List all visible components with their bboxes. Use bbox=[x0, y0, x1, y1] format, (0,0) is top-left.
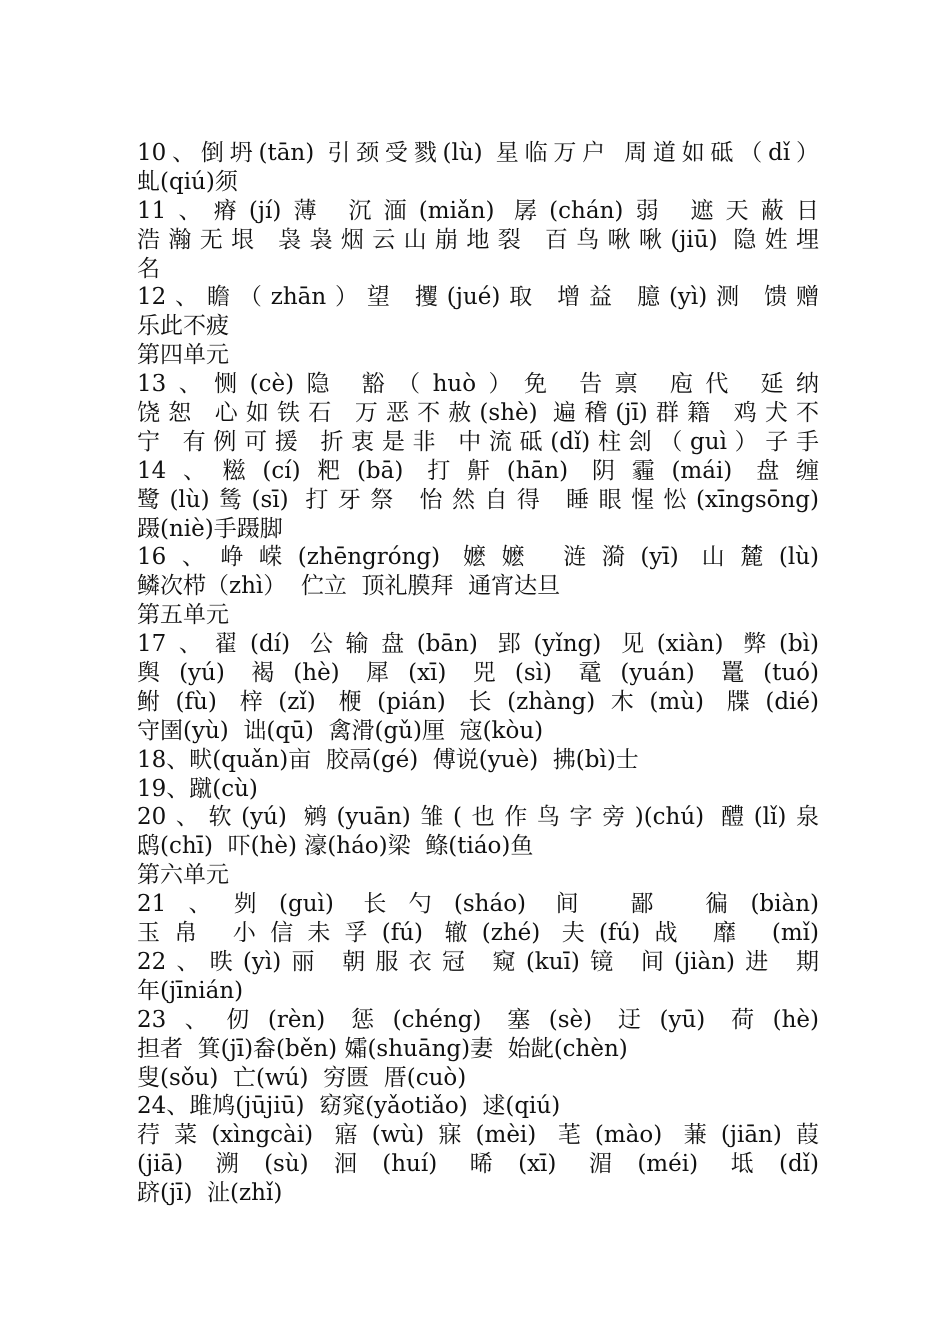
text-line: 14、糍(cí)粑(bā) 打鼾(hān) 阴霾(mái) 盘缠 bbox=[137, 457, 819, 484]
text-line: 鳞次栉（zhì） 伫立 顶礼膜拜 通宵达旦 bbox=[137, 573, 561, 600]
text-line: 舆(yú) 褐(hè) 犀(xī) 兕(sì) 鼋(yuán) 鼍(tuó) bbox=[137, 660, 819, 687]
text-line: 玉帛 小信未孚(fú) 辙(zhé) 夫(fú)战 靡 (mǐ) bbox=[137, 920, 819, 947]
section-heading: 第四单元 bbox=[137, 342, 229, 369]
text-line: 担者 箕(jī)畚(běn) 孀(shuāng)妻 始龀(chèn) bbox=[137, 1035, 628, 1062]
text-line: 年(jīnián) bbox=[137, 977, 244, 1004]
text-line: 鸱(chī) 吓(hè) 濠(háo)梁 鲦(tiáo)鱼 bbox=[137, 833, 534, 860]
text-line: 13、恻(cè)隐 豁（huò）免 告禀 庖代 延纳 bbox=[137, 371, 819, 398]
text-line: 10、倒坍(tān) 引颈受戮(lù) 星临万户 周道如砥（dǐ） bbox=[137, 140, 819, 166]
text-line: 蹑(niè)手蹑脚 bbox=[137, 515, 283, 542]
text-line: 17、翟(dí) 公输盘(bān) 郢(yǐng) 见(xiàn) 弊(bì) bbox=[137, 631, 819, 658]
text-line: (jiā) 溯(sù)洄(huí) 晞(xī) 湄(méi) 坻(dǐ) bbox=[137, 1151, 819, 1178]
text-line: 21、刿(guì) 长勺(sháo) 间 鄙 徧(biàn) bbox=[137, 891, 819, 918]
text-line: 虬(qiú)须 bbox=[137, 168, 238, 195]
text-line: 跻(jī) 沚(zhǐ) bbox=[137, 1180, 283, 1207]
text-line: 16、峥嵘(zhēngróng) 嬷嬷 涟漪(yī) 山麓(lù) bbox=[137, 544, 819, 571]
text-line: 浩瀚无垠 袅袅烟云山崩地裂 百鸟啾啾(jiū) 隐姓埋 bbox=[137, 226, 819, 253]
section-heading: 第六单元 bbox=[137, 862, 229, 889]
text-line: 24、雎鸠(jūjiū) 窈窕(yǎotiǎo) 逑(qiú) bbox=[137, 1093, 561, 1120]
text-line: 鹭(lù)鸶(sī) 打牙祭 怡然自得 睡眼惺忪(xīngsōng) bbox=[137, 486, 819, 513]
section-heading: 第五单元 bbox=[137, 602, 229, 629]
text-line: 20、软(yú) 鹓(yuān)雏(也作鸟字旁)(chú) 醴(lǐ)泉 bbox=[137, 804, 819, 831]
text-line: 鲋(fù) 梓(zǐ) 楩(pián) 长(zhàng)木(mù) 牒(dié) bbox=[137, 688, 819, 715]
text-line: 荇菜(xìngcài) 寤(wù)寐(mèi) 芼(mào) 蒹(jiān)葭 bbox=[137, 1122, 819, 1149]
text-line: 11、瘠(jí)薄 沉湎(miǎn) 孱(chán)弱 遮天蔽日 bbox=[137, 197, 819, 224]
text-line: 12、瞻（zhān）望 攫(jué)取 增益 臆(yì)测 馈赠 bbox=[137, 284, 819, 311]
text-line: 名 bbox=[137, 255, 160, 282]
text-line: 23、仞(rèn) 惩(chéng) 塞(sè) 迂(yū) 荷(hè) bbox=[137, 1006, 819, 1033]
text-line: 22、昳(yì)丽 朝服衣冠 窥(kuī)镜 间(jiàn)进 期 bbox=[137, 948, 819, 975]
text-line: 宁 有例可援 折衷是非 中流砥(dǐ)柱刽（guì）子手 bbox=[137, 428, 819, 455]
text-line: 乐此不疲 bbox=[137, 313, 229, 340]
text-line: 守圉(yù) 诎(qū) 禽滑(gǔ)厘 寇(kòu) bbox=[137, 717, 544, 744]
document-body bbox=[137, 139, 819, 1208]
text-line: 18、畎(quǎn)亩 胶鬲(gé) 傅说(yuè) 拂(bì)士 bbox=[137, 746, 639, 773]
text-line: 19、蹴(cù) bbox=[137, 775, 258, 802]
text-line: 饶恕 心如铁石 万恶不赦(shè) 遍稽(jī)群籍 鸡犬不 bbox=[137, 400, 819, 427]
text-line: 叟(sǒu) 亡(wú) 穷匮 厝(cuò) bbox=[137, 1064, 467, 1091]
